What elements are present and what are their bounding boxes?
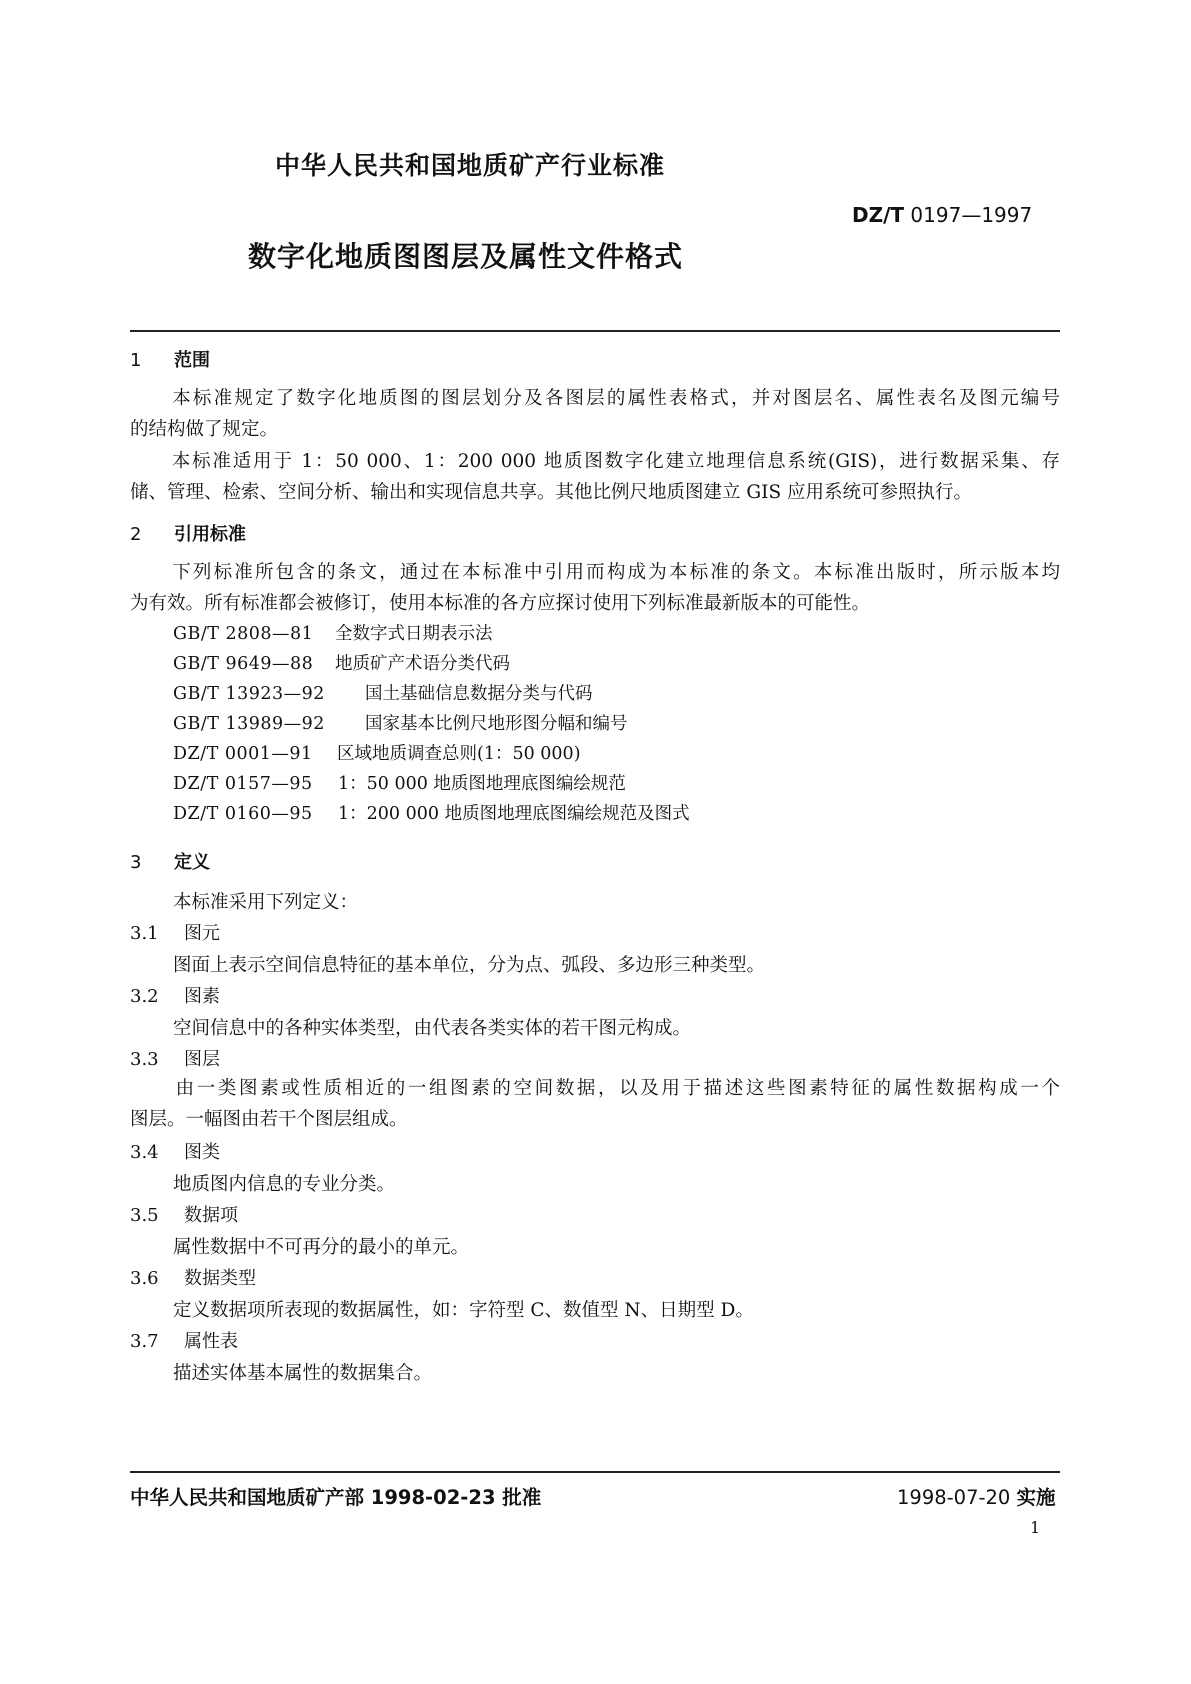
definition-term [130, 1201, 238, 1227]
approval-line: 中华人民共和国地质矿产部 1998-02-23 批准 [130, 1486, 542, 1509]
definition-number: 3.5 [130, 1205, 159, 1226]
page-number: 1 [1030, 1518, 1041, 1537]
reference-code: GB/T 9649—88 [173, 654, 314, 674]
paragraph-text: 下列标准所包含的条文，通过在本标准中引用而构成为本标准的条文。本标准出版时，所示版本均 [170, 562, 1060, 583]
standard-code [852, 203, 1032, 227]
definition-term [130, 1045, 220, 1071]
definition-term-name: 属性表 [184, 1331, 238, 1352]
standard-code-prefix: DZ/T [852, 203, 905, 227]
reference-item [173, 740, 581, 765]
paragraph-text: 本标准规定了数字化地质图的图层划分及各图层的属性表格式，并对图层名、属性表名及图元编号 [170, 388, 1060, 409]
section-heading-2 [130, 520, 246, 546]
effective-label: 实施 [1016, 1486, 1056, 1509]
section-1-paragraph-2 [130, 446, 1060, 508]
definition-number: 3.3 [130, 1049, 159, 1070]
definition-term-name: 数据项 [184, 1205, 238, 1226]
definition-number: 3.1 [130, 923, 159, 944]
definition-term [130, 919, 220, 945]
definition-number: 3.2 [130, 986, 159, 1007]
reference-code: DZ/T 0001—91 [173, 744, 313, 764]
reference-code: DZ/T 0160—95 [173, 804, 313, 824]
reference-code: GB/T 13923—92 [173, 684, 325, 704]
section-2-paragraph-1 [130, 557, 1060, 619]
section-heading-1 [130, 346, 210, 372]
section-heading-3 [130, 848, 210, 874]
reference-item [173, 620, 493, 645]
definition-term [130, 982, 220, 1008]
reference-item [173, 710, 628, 735]
footer-divider [130, 1471, 1060, 1473]
effective-date: 1998-07-20 [897, 1486, 1011, 1509]
paragraph-text: 本标准适用于 1：50 000、1：200 000 地质图数字化建立地理信息系统(GIS)，进行数据采集、存 [170, 451, 1060, 472]
definition-body: 定义数据项所表现的数据属性，如：字符型 C、数值型 N、日期型 D。 [173, 1300, 754, 1321]
definitions-intro: 本标准采用下列定义： [173, 892, 359, 913]
definition-body [130, 1073, 1060, 1135]
definition-body: 属性数据中不可再分的最小的单元。 [173, 1237, 470, 1258]
standard-code-number: 0197—1997 [904, 203, 1033, 227]
definition-term-name: 图类 [184, 1142, 220, 1163]
paragraph-line: 图层。一幅图由若干个图层组成。 [130, 1109, 408, 1130]
reference-title: 国土基础信息数据分类与代码 [365, 684, 593, 704]
definition-body: 空间信息中的各种实体类型，由代表各类实体的若干图元构成。 [173, 1018, 692, 1039]
reference-title: 1：50 000 地质图地理底图编绘规范 [338, 774, 626, 794]
paragraph-line [130, 557, 1060, 588]
paragraph-line: 储、管理、检索、空间分析、输出和实现信息共享。其他比例尺地质图建立 GIS 应用系统可参照执行。 [130, 482, 973, 503]
paragraph-line: 的结构做了规定。 [130, 419, 279, 440]
section-title: 引用标准 [174, 524, 246, 545]
section-number: 2 [130, 524, 142, 545]
section-title: 定义 [174, 852, 210, 873]
reference-title: 全数字式日期表示法 [335, 624, 493, 644]
effective-line [897, 1482, 1056, 1510]
section-number: 3 [130, 852, 142, 873]
section-number: 1 [130, 350, 142, 371]
reference-item [173, 680, 593, 705]
paragraph-line: 为有效。所有标准都会被修订，使用本标准的各方应探讨使用下列标准最新版本的可能性。 [130, 593, 871, 614]
reference-title: 区域地质调查总则(1：50 000) [337, 744, 581, 764]
paragraph-line [130, 383, 1060, 414]
definition-term [130, 1264, 256, 1290]
definition-number: 3.7 [130, 1331, 159, 1352]
definition-term-name: 数据类型 [184, 1268, 256, 1289]
definition-term-name: 图元 [184, 923, 220, 944]
definition-term [130, 1327, 238, 1353]
header-divider [130, 330, 1060, 332]
definition-number: 3.6 [130, 1268, 159, 1289]
definition-term [130, 1138, 220, 1164]
definition-body: 图面上表示空间信息特征的基本单位，分为点、弧段、多边形三种类型。 [173, 955, 766, 976]
reference-code: DZ/T 0157—95 [173, 774, 313, 794]
reference-title: 地质矿产术语分类代码 [335, 654, 510, 674]
paragraph-text: 由一类图素或性质相近的一组图素的空间数据，以及用于描述这些图素特征的属性数据构成一个 [173, 1078, 1060, 1099]
paragraph-line [130, 446, 1060, 477]
paragraph-line [130, 1073, 1060, 1104]
reference-title: 1：200 000 地质图地理底图编绘规范及图式 [338, 804, 690, 824]
definition-body: 描述实体基本属性的数据集合。 [173, 1363, 433, 1384]
section-1-paragraph-1 [130, 383, 1060, 445]
document-title: 数字化地质图图层及属性文件格式 [248, 240, 684, 273]
definition-body: 地质图内信息的专业分类。 [173, 1174, 396, 1195]
definition-term-name: 图素 [184, 986, 220, 1007]
reference-item [173, 650, 510, 675]
definition-term-name: 图层 [184, 1049, 220, 1070]
definition-number: 3.4 [130, 1142, 159, 1163]
reference-code: GB/T 13989—92 [173, 714, 325, 734]
org-title: 中华人民共和国地质矿产行业标准 [275, 151, 666, 180]
section-title: 范围 [174, 350, 210, 371]
reference-item [173, 770, 626, 795]
reference-title: 国家基本比例尺地形图分幅和编号 [365, 714, 628, 734]
reference-item [173, 800, 690, 825]
reference-code: GB/T 2808—81 [173, 624, 314, 644]
